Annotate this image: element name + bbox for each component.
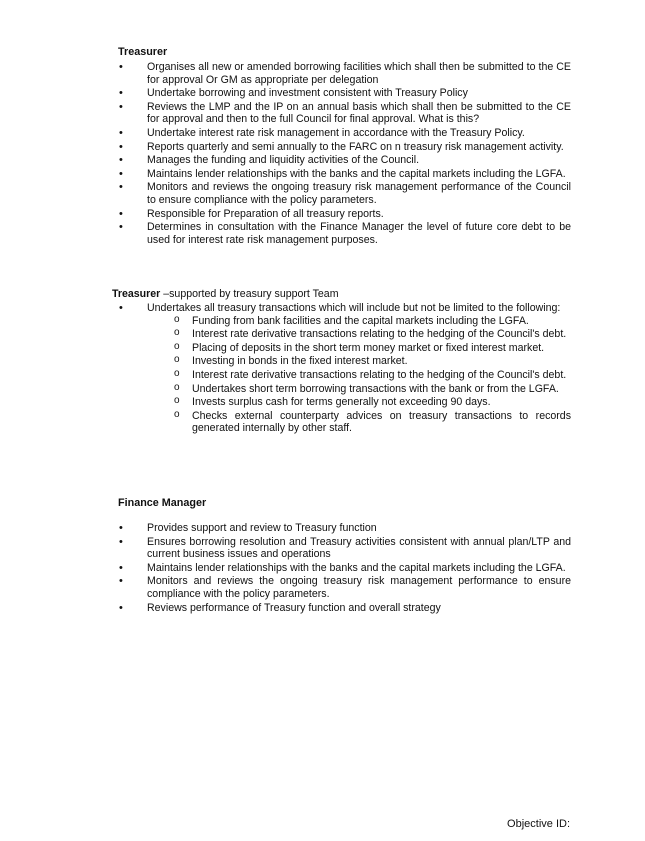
list-item: • Reports quarterly and semi annually to the FARC on n treasury risk management activity. <box>119 141 571 154</box>
list-item: • Organises all new or amended borrowing facilities which shall then be submitted to the CE for approval Or GM as appropriate per delegation <box>119 61 571 86</box>
treasurer-responsibilities-list <box>119 61 571 247</box>
list-item: o Placing of deposits in the short term money market or fixed interest market. <box>147 342 571 355</box>
treasurer-team-intro: Undertakes all treasury transactions which will include but not be limited to the following: <box>147 302 561 314</box>
finance-manager-responsibilities-list <box>119 522 571 615</box>
treasurer-team-heading-rest: –supported by treasury support Team <box>160 288 339 300</box>
list-item: • Provides support and review to Treasury function <box>119 522 571 535</box>
list-item: • Manages the funding and liquidity activities of the Council. <box>119 154 571 167</box>
list-item: • Reviews performance of Treasury function and overall strategy <box>119 602 571 615</box>
list-item: • Maintains lender relationships with the banks and the capital markets including the LGFA. <box>119 168 571 181</box>
list-item: • Monitors and reviews the ongoing treasury risk management performance of the Council to ensure compliance with the policy parameters. <box>119 181 571 206</box>
list-item: o Checks external counterparty advices on treasury transactions to records generated internally by other staff. <box>147 410 571 435</box>
objective-id-label: Objective ID: <box>507 818 570 830</box>
list-item <box>119 302 571 435</box>
list-item: o Interest rate derivative transactions relating to the hedging of the Council's debt. <box>147 369 571 382</box>
treasurer-heading: Treasurer <box>118 46 168 58</box>
treasurer-team-sublist <box>147 315 571 435</box>
list-item: • Responsible for Preparation of all treasury reports. <box>119 208 571 221</box>
list-item: • Undertake borrowing and investment consistent with Treasury Policy <box>119 87 571 100</box>
list-item: o Undertakes short term borrowing transactions with the bank or from the LGFA. <box>147 383 571 396</box>
treasurer-team-heading-bold: Treasurer <box>112 288 161 300</box>
list-item: o Invests surplus cash for terms generally not exceeding 90 days. <box>147 396 571 409</box>
list-item: o Funding from bank facilities and the capital markets including the LGFA. <box>147 315 571 328</box>
list-item: o Interest rate derivative transactions relating to the hedging of the Council's debt. <box>147 328 571 341</box>
list-item: • Undertake interest rate risk management in accordance with the Treasury Policy. <box>119 127 571 140</box>
treasurer-team-list <box>119 302 571 436</box>
list-item: • Reviews the LMP and the IP on an annual basis which shall then be submitted to the CE for approval and then to the full Council for final approval. What is this? <box>119 101 571 126</box>
finance-manager-heading: Finance Manager <box>118 497 207 509</box>
list-item: • Maintains lender relationships with the banks and the capital markets including the LGFA. <box>119 562 571 575</box>
list-item: o Investing in bonds in the fixed interest market. <box>147 355 571 368</box>
list-item: • Determines in consultation with the Finance Manager the level of future core debt to be used for interest rate risk management purposes. <box>119 221 571 246</box>
treasurer-team-heading <box>112 288 339 301</box>
list-item: • Monitors and reviews the ongoing treasury risk management performance to ensure compliance with the policy parameters. <box>119 575 571 600</box>
list-item: • Ensures borrowing resolution and Treasury activities consistent with annual plan/LTP and current business issues and operations <box>119 536 571 561</box>
